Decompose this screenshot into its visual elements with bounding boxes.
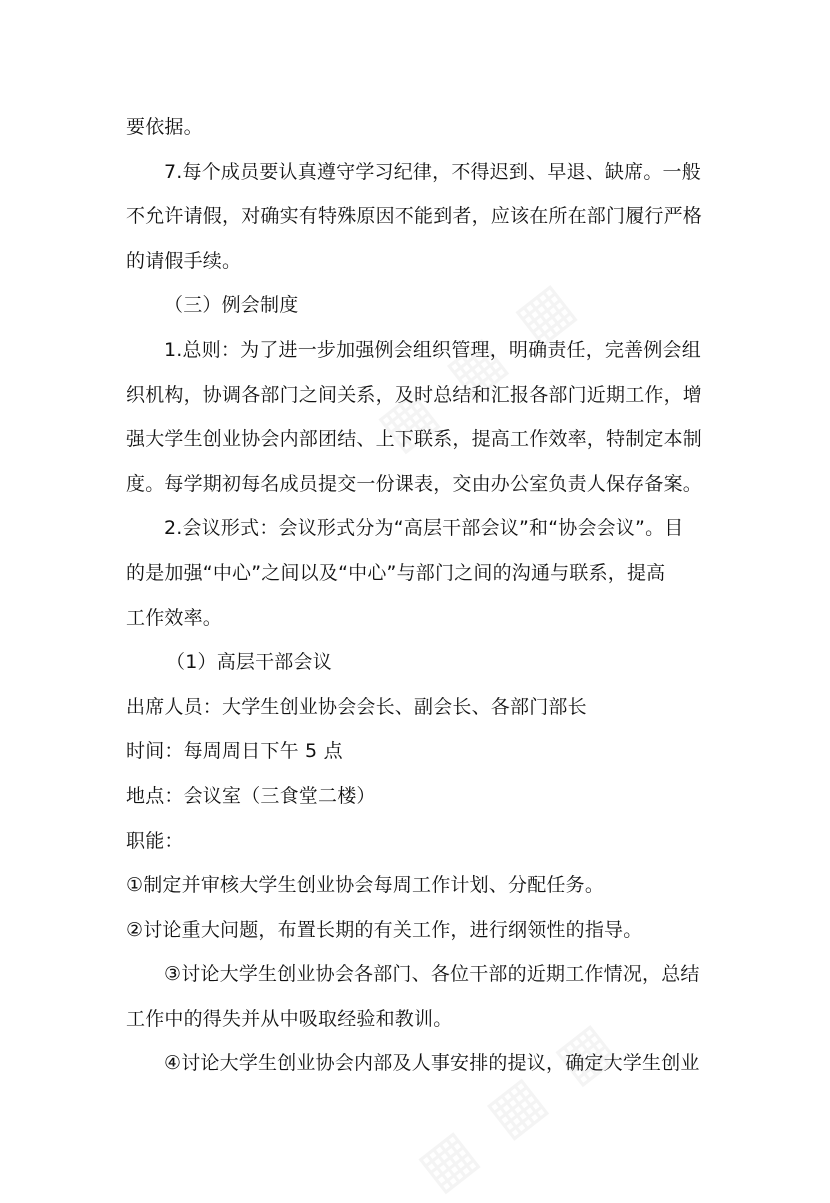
text-line: 的请假手续。 xyxy=(126,249,242,272)
text-line: 的是加强“中心”之间以及“中心”与部门之间的沟通与联系，提高 xyxy=(126,561,666,584)
text-line: 织机构，协调各部门之间关系，及时总结和汇报各部门近期工作，增 xyxy=(126,383,703,406)
text-line: ②讨论重大问题，布置长期的有关工作，进行纲领性的指导。 xyxy=(126,918,643,941)
subsection-heading: （1）高层干部会议 xyxy=(166,651,332,674)
document-body xyxy=(126,105,706,1086)
text-line: 地点：会议室（三食堂二楼） xyxy=(126,784,376,807)
text-line: 度。每学期初每名成员提交一份课表，交由办公室负责人保存备案。 xyxy=(126,472,703,495)
text-line: 不允许请假，对确实有特殊原因不能到者，应该在所在部门履行严格 xyxy=(126,205,703,228)
text-line: ③讨论大学生创业协会各部门、各位干部的近期工作情况，总结 xyxy=(164,963,700,986)
text-line: ④讨论大学生创业协会内部及人事安排的提议，确定大学生创业 xyxy=(164,1052,700,1075)
text-line: 出席人员：大学生创业协会会长、副会长、各部门部长 xyxy=(126,695,587,718)
text-line: 工作效率。 xyxy=(126,606,223,629)
text-line: ①制定并审核大学生创业协会每周工作计划、分配任务。 xyxy=(126,874,605,897)
text-line: 职能： xyxy=(126,829,184,852)
text-line: 7.每个成员要认真遵守学习纪律，不得迟到、早退、缺席。一般 xyxy=(164,160,701,183)
text-line: 2.会议形式：会议形式分为“高层干部会议”和“协会会议”。目 xyxy=(164,517,684,540)
text-line: 强大学生创业协会内部团结、上下联系，提高工作效率，特制定本制 xyxy=(126,428,703,451)
text-line: 要依据。 xyxy=(126,116,203,138)
text-line: 工作中的得失并从中吸取经验和教训。 xyxy=(126,1007,453,1030)
text-line: 时间：每周周日下午 5 点 xyxy=(126,740,343,763)
section-heading: （三）例会制度 xyxy=(164,294,299,317)
text-line: 1.总则：为了进一步加强例会组织管理，明确责任，完善例会组 xyxy=(164,338,701,361)
